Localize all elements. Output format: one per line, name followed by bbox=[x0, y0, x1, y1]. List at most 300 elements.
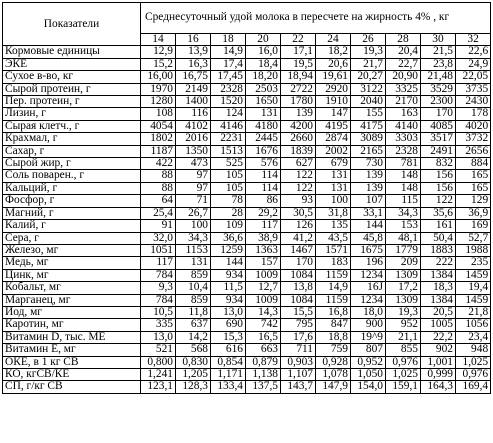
table-cell: 144 bbox=[351, 220, 386, 232]
table-cell: 156 bbox=[421, 170, 456, 182]
table-cell: 784 bbox=[141, 294, 176, 306]
row-label: ОКЕ, в 1 кг СВ bbox=[3, 356, 141, 368]
table-cell: 855 bbox=[386, 344, 421, 356]
table-cell: 730 bbox=[351, 158, 386, 170]
table-cell: 16,3 bbox=[176, 58, 211, 70]
table-row bbox=[3, 306, 491, 318]
table-cell: 422 bbox=[141, 158, 176, 170]
table-cell: 2503 bbox=[246, 83, 281, 95]
table-cell: 109 bbox=[211, 220, 246, 232]
table-cell: 143,7 bbox=[281, 381, 316, 393]
table-cell: 36,9 bbox=[456, 207, 491, 219]
row-label: Лизин, г bbox=[3, 108, 141, 120]
table-row bbox=[3, 182, 491, 194]
table-cell: 124 bbox=[211, 108, 246, 120]
table-cell: 1280 bbox=[141, 96, 176, 108]
row-label: Иод, мг bbox=[3, 306, 141, 318]
table-cell: 97 bbox=[176, 170, 211, 182]
table-cell: 17,6 bbox=[281, 331, 316, 343]
table-cell: 1363 bbox=[246, 244, 281, 256]
table-cell: 1459 bbox=[456, 269, 491, 281]
table-cell: 155 bbox=[351, 108, 386, 120]
table-cell: 2920 bbox=[316, 83, 351, 95]
row-label: Фосфор, г bbox=[3, 195, 141, 207]
table-cell: 1,205 bbox=[176, 368, 211, 380]
table-cell: 859 bbox=[176, 294, 211, 306]
table-cell: 934 bbox=[211, 269, 246, 281]
table-cell: 1153 bbox=[176, 244, 211, 256]
table-cell: 12,9 bbox=[141, 46, 176, 58]
table-cell: 131 bbox=[176, 257, 211, 269]
table-cell: 115 bbox=[386, 195, 421, 207]
table-cell: 807 bbox=[351, 344, 386, 356]
table-cell: 2328 bbox=[386, 145, 421, 157]
table-cell: 139 bbox=[281, 108, 316, 120]
table-cell: 900 bbox=[351, 319, 386, 331]
table-cell: 4200 bbox=[281, 120, 316, 132]
table-cell: 4020 bbox=[456, 120, 491, 132]
table-cell: 2002 bbox=[316, 145, 351, 157]
column-header-22: 22 bbox=[281, 34, 316, 46]
table-cell: 123,1 bbox=[141, 381, 176, 393]
table-cell: 2430 bbox=[456, 96, 491, 108]
table-cell: 116 bbox=[176, 108, 211, 120]
table-cell: 1,241 bbox=[141, 368, 176, 380]
table-cell: 22,05 bbox=[456, 71, 491, 83]
table-cell: 4146 bbox=[211, 120, 246, 132]
table-cell: 4180 bbox=[246, 120, 281, 132]
table-cell: 690 bbox=[211, 319, 246, 331]
table-cell: 1005 bbox=[421, 319, 456, 331]
table-cell: 15,3 bbox=[211, 331, 246, 343]
table-cell: 128,3 bbox=[176, 381, 211, 393]
table-cell: 1988 bbox=[456, 244, 491, 256]
row-label: Сахар, г bbox=[3, 145, 141, 157]
table-cell: 165 bbox=[456, 170, 491, 182]
table-cell: 2660 bbox=[281, 133, 316, 145]
table-cell: 11,8 bbox=[176, 306, 211, 318]
table-cell: 1779 bbox=[386, 244, 421, 256]
table-cell: 170 bbox=[421, 108, 456, 120]
table-row bbox=[3, 294, 491, 306]
table-row bbox=[3, 158, 491, 170]
table-row bbox=[3, 83, 491, 95]
table-cell: 86 bbox=[246, 195, 281, 207]
table-cell: 64 bbox=[141, 195, 176, 207]
table-cell: 2165 bbox=[351, 145, 386, 157]
table-cell: 1159 bbox=[316, 294, 351, 306]
column-header-24: 24 bbox=[316, 34, 351, 46]
table-cell: 16,8 bbox=[316, 306, 351, 318]
row-label: Сера, г bbox=[3, 232, 141, 244]
table-cell: 934 bbox=[211, 294, 246, 306]
table-cell: 31,8 bbox=[316, 207, 351, 219]
table-cell: 2016 bbox=[176, 133, 211, 145]
table-cell: 2300 bbox=[421, 96, 456, 108]
table-cell: 34,3 bbox=[176, 232, 211, 244]
row-label: Сырой жир, г bbox=[3, 158, 141, 170]
table-cell: 1,138 bbox=[246, 368, 281, 380]
table-cell: 525 bbox=[211, 158, 246, 170]
table-row bbox=[3, 71, 491, 83]
table-cell: 1234 bbox=[351, 269, 386, 281]
table-cell: 133,4 bbox=[211, 381, 246, 393]
table-cell: 2328 bbox=[211, 83, 246, 95]
table-cell: 43,5 bbox=[316, 232, 351, 244]
table-cell: 105 bbox=[211, 182, 246, 194]
table-cell: 93 bbox=[281, 195, 316, 207]
row-label: Пер. протеин, г bbox=[3, 96, 141, 108]
table-cell: 1571 bbox=[316, 244, 351, 256]
table-cell: 30,5 bbox=[281, 207, 316, 219]
table-cell: 163 bbox=[386, 108, 421, 120]
table-cell: 19,61 bbox=[316, 71, 351, 83]
table-cell: 2874 bbox=[316, 133, 351, 145]
table-cell: 9,3 bbox=[141, 282, 176, 294]
table-row bbox=[3, 282, 491, 294]
table-row bbox=[3, 381, 491, 393]
table-cell: 21,5 bbox=[421, 46, 456, 58]
table-cell: 0,830 bbox=[176, 356, 211, 368]
table-cell: 91 bbox=[141, 220, 176, 232]
table-cell: 33,1 bbox=[351, 207, 386, 219]
table-cell: 1350 bbox=[176, 145, 211, 157]
table-cell: 4054 bbox=[141, 120, 176, 132]
table-cell: 41,2 bbox=[281, 232, 316, 244]
table-cell: 107 bbox=[351, 195, 386, 207]
column-header-26: 26 bbox=[351, 34, 386, 46]
table-row bbox=[3, 232, 491, 244]
table-row bbox=[3, 319, 491, 331]
table-cell: 71 bbox=[176, 195, 211, 207]
table-cell: 1309 bbox=[386, 269, 421, 281]
table-cell: 131 bbox=[316, 170, 351, 182]
table-cell: 1780 bbox=[281, 96, 316, 108]
table-cell: 3089 bbox=[351, 133, 386, 145]
table-cell: 117 bbox=[246, 220, 281, 232]
table-cell: 88 bbox=[141, 170, 176, 182]
row-label: СП, г/кг СВ bbox=[3, 381, 141, 393]
table-cell: 122 bbox=[281, 170, 316, 182]
table-cell: 1467 bbox=[281, 244, 316, 256]
table-row bbox=[3, 145, 491, 157]
table-row bbox=[3, 46, 491, 58]
table-cell: 0,879 bbox=[246, 356, 281, 368]
table-cell: 20,6 bbox=[316, 58, 351, 70]
table-cell: 2656 bbox=[456, 145, 491, 157]
table-cell: 135 bbox=[316, 220, 351, 232]
table-cell: 637 bbox=[176, 319, 211, 331]
table-cell: 209 bbox=[386, 257, 421, 269]
table-row bbox=[3, 244, 491, 256]
table-cell: 2149 bbox=[176, 83, 211, 95]
row-label: Кормовые единицы bbox=[3, 46, 141, 58]
table-cell: 4175 bbox=[351, 120, 386, 132]
table-cell: 17,2 bbox=[386, 282, 421, 294]
table-cell: 196 bbox=[351, 257, 386, 269]
table-cell: 19^9 bbox=[351, 331, 386, 343]
table-cell: 1676 bbox=[246, 145, 281, 157]
table-cell: 1802 bbox=[141, 133, 176, 145]
table-row bbox=[3, 344, 491, 356]
table-cell: 3517 bbox=[421, 133, 456, 145]
table-cell: 902 bbox=[421, 344, 456, 356]
table-cell: 25,4 bbox=[141, 207, 176, 219]
table-cell: 3122 bbox=[351, 83, 386, 95]
table-cell: 137,5 bbox=[246, 381, 281, 393]
table-cell: 122 bbox=[281, 182, 316, 194]
table-cell: 17,4 bbox=[211, 58, 246, 70]
column-header-32: 32 bbox=[456, 34, 491, 46]
table-cell: 521 bbox=[141, 344, 176, 356]
table-cell: 663 bbox=[246, 344, 281, 356]
table-cell: 1970 bbox=[141, 83, 176, 95]
table-cell: 568 bbox=[176, 344, 211, 356]
table-cell: 952 bbox=[386, 319, 421, 331]
row-label: Кобальт, мг bbox=[3, 282, 141, 294]
table-cell: 131 bbox=[316, 182, 351, 194]
table-cell: 100 bbox=[176, 220, 211, 232]
table-cell: 165 bbox=[456, 182, 491, 194]
table-cell: 24,9 bbox=[456, 58, 491, 70]
table-cell: 22,7 bbox=[386, 58, 421, 70]
table-cell: 2445 bbox=[246, 133, 281, 145]
row-label: Марганец, мг bbox=[3, 294, 141, 306]
table-cell: 1159 bbox=[316, 269, 351, 281]
table-cell: 1,050 bbox=[351, 368, 386, 380]
table-cell: 34,3 bbox=[386, 207, 421, 219]
table-cell: 13,8 bbox=[281, 282, 316, 294]
row-label: Соль поварен., г bbox=[3, 170, 141, 182]
column-header-14: 14 bbox=[141, 34, 176, 46]
table-cell: 1,001 bbox=[421, 356, 456, 368]
table-cell: 1309 bbox=[386, 294, 421, 306]
table-cell: 3325 bbox=[386, 83, 421, 95]
table-cell: 23,8 bbox=[421, 58, 456, 70]
table-cell: 15,5 bbox=[281, 306, 316, 318]
table-row bbox=[3, 108, 491, 120]
table-cell: 14,9 bbox=[316, 282, 351, 294]
table-cell: 45,8 bbox=[351, 232, 386, 244]
table-cell: 1084 bbox=[281, 269, 316, 281]
table-cell: 759 bbox=[316, 344, 351, 356]
table-cell: 0,952 bbox=[351, 356, 386, 368]
table-cell: 1384 bbox=[421, 269, 456, 281]
table-cell: 147 bbox=[316, 108, 351, 120]
table-cell: 1675 bbox=[351, 244, 386, 256]
table-cell: 183 bbox=[316, 257, 351, 269]
table-cell: 2040 bbox=[351, 96, 386, 108]
table-cell: 10,5 bbox=[141, 306, 176, 318]
table-cell: 1051 bbox=[141, 244, 176, 256]
table-cell: 1234 bbox=[351, 294, 386, 306]
table-cell: 3303 bbox=[386, 133, 421, 145]
table-cell: 473 bbox=[176, 158, 211, 170]
table-cell: 21,7 bbox=[351, 58, 386, 70]
table-cell: 1459 bbox=[456, 294, 491, 306]
table-cell: 1056 bbox=[456, 319, 491, 331]
table-cell: 21,48 bbox=[421, 71, 456, 83]
table-cell: 20,90 bbox=[386, 71, 421, 83]
table-cell: 153 bbox=[386, 220, 421, 232]
table-cell: 18,94 bbox=[281, 71, 316, 83]
row-label: Витамин Е, мг bbox=[3, 344, 141, 356]
table-cell: 10,4 bbox=[176, 282, 211, 294]
table-cell: 139 bbox=[351, 182, 386, 194]
table-cell: 17,45 bbox=[211, 71, 246, 83]
table-row bbox=[3, 220, 491, 232]
table-cell: 148 bbox=[386, 182, 421, 194]
table-cell: 157 bbox=[246, 257, 281, 269]
table-cell: 19,4 bbox=[456, 282, 491, 294]
table-cell: 19,3 bbox=[351, 46, 386, 58]
table-cell: 3735 bbox=[456, 83, 491, 95]
table-cell: 0,903 bbox=[281, 356, 316, 368]
table-cell: 161 bbox=[421, 220, 456, 232]
table-cell: 105 bbox=[211, 170, 246, 182]
table-cell: 169,4 bbox=[456, 381, 491, 393]
table-cell: 13,9 bbox=[176, 46, 211, 58]
table-row bbox=[3, 58, 491, 70]
table-cell: 832 bbox=[421, 158, 456, 170]
table-cell: 18,8 bbox=[316, 331, 351, 343]
table-cell: 18,0 bbox=[351, 306, 386, 318]
row-label: Железо, мг bbox=[3, 244, 141, 256]
table-cell: 1009 bbox=[246, 269, 281, 281]
table-cell: 114 bbox=[246, 182, 281, 194]
table-cell: 11,5 bbox=[211, 282, 246, 294]
table-cell: 144 bbox=[211, 257, 246, 269]
table-cell: 1513 bbox=[211, 145, 246, 157]
table-cell: 2722 bbox=[281, 83, 316, 95]
table-cell: 0,800 bbox=[141, 356, 176, 368]
table-cell: 222 bbox=[421, 257, 456, 269]
table-cell: 117 bbox=[141, 257, 176, 269]
table-cell: 97 bbox=[176, 182, 211, 194]
table-cell: 0,854 bbox=[211, 356, 246, 368]
table-cell: 100 bbox=[316, 195, 351, 207]
table-cell: 15,2 bbox=[141, 58, 176, 70]
table-cell: 1,078 bbox=[316, 368, 351, 380]
table-cell: 13,0 bbox=[141, 331, 176, 343]
table-cell: 18,4 bbox=[246, 58, 281, 70]
table-cell: 1,025 bbox=[386, 368, 421, 380]
table-cell: 1520 bbox=[211, 96, 246, 108]
table-cell: 711 bbox=[281, 344, 316, 356]
table-cell: 22,6 bbox=[456, 46, 491, 58]
table-cell: 22,2 bbox=[421, 331, 456, 343]
table-cell: 0,928 bbox=[316, 356, 351, 368]
table-cell: 19,3 bbox=[386, 306, 421, 318]
table-cell: 4140 bbox=[386, 120, 421, 132]
table-cell: 23,4 bbox=[456, 331, 491, 343]
table-cell: 154,0 bbox=[351, 381, 386, 393]
column-header-16: 16 bbox=[176, 34, 211, 46]
table-cell: 178 bbox=[456, 108, 491, 120]
table-cell: 148 bbox=[386, 170, 421, 182]
table-cell: 4102 bbox=[176, 120, 211, 132]
table-cell: 16,5 bbox=[246, 331, 281, 343]
table-cell: 164,3 bbox=[421, 381, 456, 393]
row-label: Витамин D, тыс. МЕ bbox=[3, 331, 141, 343]
table-row bbox=[3, 257, 491, 269]
table-cell: 28 bbox=[211, 207, 246, 219]
table-cell: 1,171 bbox=[211, 368, 246, 380]
table-row bbox=[3, 120, 491, 132]
table-cell: 35,6 bbox=[421, 207, 456, 219]
table-cell: 948 bbox=[456, 344, 491, 356]
header-indicators: Показатели bbox=[3, 3, 141, 46]
header-milk-yield: Среднесуточный удой молока в пересчете на жирность 4% , кг bbox=[141, 3, 491, 34]
table-cell: 19,5 bbox=[281, 58, 316, 70]
table-cell: 4195 bbox=[316, 120, 351, 132]
column-header-20: 20 bbox=[246, 34, 281, 46]
table-cell: 4085 bbox=[421, 120, 456, 132]
table-row bbox=[3, 133, 491, 145]
table-cell: 48,1 bbox=[386, 232, 421, 244]
table-cell: 20,4 bbox=[386, 46, 421, 58]
table-cell: 14,3 bbox=[246, 306, 281, 318]
table-cell: 847 bbox=[316, 319, 351, 331]
row-label: Сырая клетч., г bbox=[3, 120, 141, 132]
table-cell: 1839 bbox=[281, 145, 316, 157]
table-cell: 679 bbox=[316, 158, 351, 170]
table-cell: 784 bbox=[141, 269, 176, 281]
table-cell: 616 bbox=[211, 344, 246, 356]
table-cell: 139 bbox=[351, 170, 386, 182]
column-header-28: 28 bbox=[386, 34, 421, 46]
table-cell: 3529 bbox=[421, 83, 456, 95]
row-label: Сухое в-во, кг bbox=[3, 71, 141, 83]
table-cell: 1650 bbox=[246, 96, 281, 108]
row-label: Калий, г bbox=[3, 220, 141, 232]
table-cell: 795 bbox=[281, 319, 316, 331]
table-cell: 1084 bbox=[281, 294, 316, 306]
table-cell: 32,0 bbox=[141, 232, 176, 244]
table-cell: 1910 bbox=[316, 96, 351, 108]
table-cell: 114 bbox=[246, 170, 281, 182]
table-row bbox=[3, 269, 491, 281]
table-cell: 126 bbox=[281, 220, 316, 232]
table-cell: 18,3 bbox=[421, 282, 456, 294]
table-cell: 108 bbox=[141, 108, 176, 120]
table-cell: 1009 bbox=[246, 294, 281, 306]
table-cell: 50,4 bbox=[421, 232, 456, 244]
table-cell: 2491 bbox=[421, 145, 456, 157]
row-label: Крахмал, г bbox=[3, 133, 141, 145]
table-cell: 1883 bbox=[421, 244, 456, 256]
table-cell: 3732 bbox=[456, 133, 491, 145]
table-cell: 122 bbox=[421, 195, 456, 207]
table-cell: 129 bbox=[456, 195, 491, 207]
row-label: Цинк, мг bbox=[3, 269, 141, 281]
table-cell: 16,75 bbox=[176, 71, 211, 83]
table-row bbox=[3, 195, 491, 207]
row-label: Сырой протеин, г bbox=[3, 83, 141, 95]
table-cell: 2170 bbox=[386, 96, 421, 108]
table-body bbox=[3, 46, 491, 393]
table-cell: 576 bbox=[246, 158, 281, 170]
table-row bbox=[3, 331, 491, 343]
row-label: КО, кгСВ/КЕ bbox=[3, 368, 141, 380]
table-cell: 21,1 bbox=[386, 331, 421, 343]
table-cell: 16J bbox=[351, 282, 386, 294]
table-cell: 16,0 bbox=[246, 46, 281, 58]
table-cell: 131 bbox=[246, 108, 281, 120]
table-cell: 1,025 bbox=[456, 356, 491, 368]
table-cell: 36,6 bbox=[211, 232, 246, 244]
table-cell: 884 bbox=[456, 158, 491, 170]
